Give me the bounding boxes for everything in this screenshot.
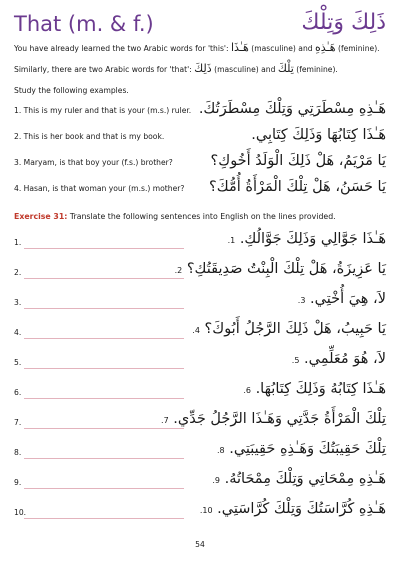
answer-line[interactable] [24,278,184,279]
arabic-word: تِلْكَ [277,62,294,75]
arabic-word: هَـٰذَا [230,41,249,54]
arabic-number: 2. [174,266,183,275]
exercise-arabic [217,441,386,457]
example-arabic: هَـٰذَا كِتَابُهَا وَذَلِكَ كِتَابِي. [251,127,386,143]
answer-number: 8. [14,448,22,457]
page-title-arabic: ذَلِكَ وَتِلْكَ [301,10,386,35]
arabic-sentence: هَـٰذِهِ كُرَّاسَتُكَ وَتِلْكَ كُرَّاسَتِي. [217,501,386,517]
arabic-number: 7. [161,416,169,425]
intro-text: (feminine). [335,44,380,53]
example-arabic: هَـٰذِهِ مِسْطَرَتِي وَتِلْكَ مِسْطَرَتُكَ. [198,101,386,117]
exercise-arabic [243,381,386,397]
example-english: 2. This is her book and that is my book. [14,132,165,141]
intro-text: Similarly, there are two Arabic words for 'that': [14,65,195,74]
answer-number: 7. [14,418,22,427]
page-title: That (m. & f.) [14,12,154,36]
exercise-arabic [192,321,386,337]
answer-line[interactable] [24,308,184,309]
answer-number: 1. [14,238,22,247]
arabic-word: هَـٰذِهِ [315,41,336,54]
answer-line[interactable] [24,248,184,249]
example-english: 1. This is my ruler and that is your (m.s.) ruler. [14,106,192,115]
arabic-sentence: هَـٰذِهِ مِمْحَاتِي وَتِلْكَ مِمْحَاتُهُ. [224,471,386,487]
exercise-arabic [200,501,386,517]
page-header [14,12,386,42]
arabic-number: 6. [243,386,251,395]
answer-line[interactable] [24,428,184,429]
exercise-arabic [298,291,386,307]
arabic-number: 4. [192,326,200,335]
intro-text: You have already learned the two Arabic words for 'this': [14,44,231,53]
arabic-number: 5. [291,356,300,365]
page-number: 54 [195,540,205,549]
exercise-item [14,348,386,376]
arabic-number: 8. [216,446,225,455]
example-english: 3. Maryam, is that boy your (f.s.) brother? [14,158,173,167]
arabic-number: 10. [199,506,213,515]
arabic-sentence: هَـٰذَا كِتَابُهُ وَذَلِكَ كِتَابُهَا. [255,381,386,397]
intro-line-1 [14,42,386,55]
exercise-instruction: Translate the following sentences into English on the lines provided. [67,212,336,221]
intro-text: (feminine). [293,65,338,74]
example-row [14,101,386,123]
arabic-number: 3. [297,296,306,305]
arabic-sentence: يَا عَزِيزَةُ، هَلْ تِلْكَ الْبِنْتُ صَدِيقَتُكِ؟ [186,261,386,277]
answer-line[interactable] [24,518,184,519]
answer-line[interactable] [24,398,184,399]
exercise-item [14,288,386,316]
exercise-arabic [175,261,386,277]
exercise-item [14,258,386,286]
arabic-sentence: لاَ، هِيَ أُخْتِي. [310,291,386,307]
answer-number: 6. [14,388,22,397]
intro-text: (masculine) and [248,44,315,53]
exercise-arabic [212,471,386,487]
exercise-item [14,408,386,436]
answer-line[interactable] [24,488,184,489]
exercise-item [14,438,386,466]
exercise-item [14,468,386,496]
example-row [14,127,386,149]
exercise-arabic [161,411,386,427]
arabic-sentence: تِلْكَ حَقِيبَتُكَ وَهَـٰذِهِ حَقِيبَتِي. [229,441,386,457]
answer-line[interactable] [24,338,184,339]
example-row [14,179,386,201]
exercise-item [14,498,386,526]
exercise-item [14,378,386,406]
exercise-label: Exercise 31: [14,212,68,221]
intro-line-2 [14,63,386,76]
answer-line[interactable] [24,458,184,459]
exercise-item [14,318,386,346]
exercise-heading [14,212,386,221]
arabic-sentence: تِلْكَ الْمَرْأَةُ جَدَّتِي وَهَـٰذَا الرَّجُلُ جَدِّي. [173,411,386,427]
arabic-number: 1. [227,236,236,245]
intro-text: (masculine) and [211,65,278,74]
exercise-arabic [228,231,386,247]
example-english: 4. Hasan, is that woman your (m.s.) mother? [14,184,185,193]
intro-line-3: Study the following examples. [14,86,129,95]
answer-line[interactable] [24,368,184,369]
arabic-sentence: يَا حَبِيبُ، هَلْ ذَلِكَ الرَّجُلُ أَبُوكَ؟ [204,321,386,337]
answer-number: 9. [14,478,22,487]
arabic-number: 9. [212,476,220,485]
answer-number: 4. [14,328,22,337]
example-arabic: يَا حَسَنُ، هَلْ تِلْكَ الْمَرْأَةُ أُمُّكَ؟ [209,179,386,195]
example-arabic: يَا مَرْيَمُ، هَلْ ذَلِكَ الْوَلَدُ أَخُوكِ؟ [210,153,386,169]
answer-number: 10. [14,508,27,517]
exercise-item [14,228,386,256]
answer-number: 2. [14,268,22,277]
arabic-sentence: هَـٰذَا جَوَّالِي وَذَلِكَ جَوَّالُكِ. [239,231,386,247]
exercise-arabic [292,351,386,367]
answer-number: 5. [14,358,22,367]
arabic-word: ذَلِكَ [194,62,212,75]
answer-number: 3. [14,298,22,307]
example-row [14,153,386,175]
arabic-sentence: لاَ، هُوَ مُعَلِّمِي. [304,351,386,367]
